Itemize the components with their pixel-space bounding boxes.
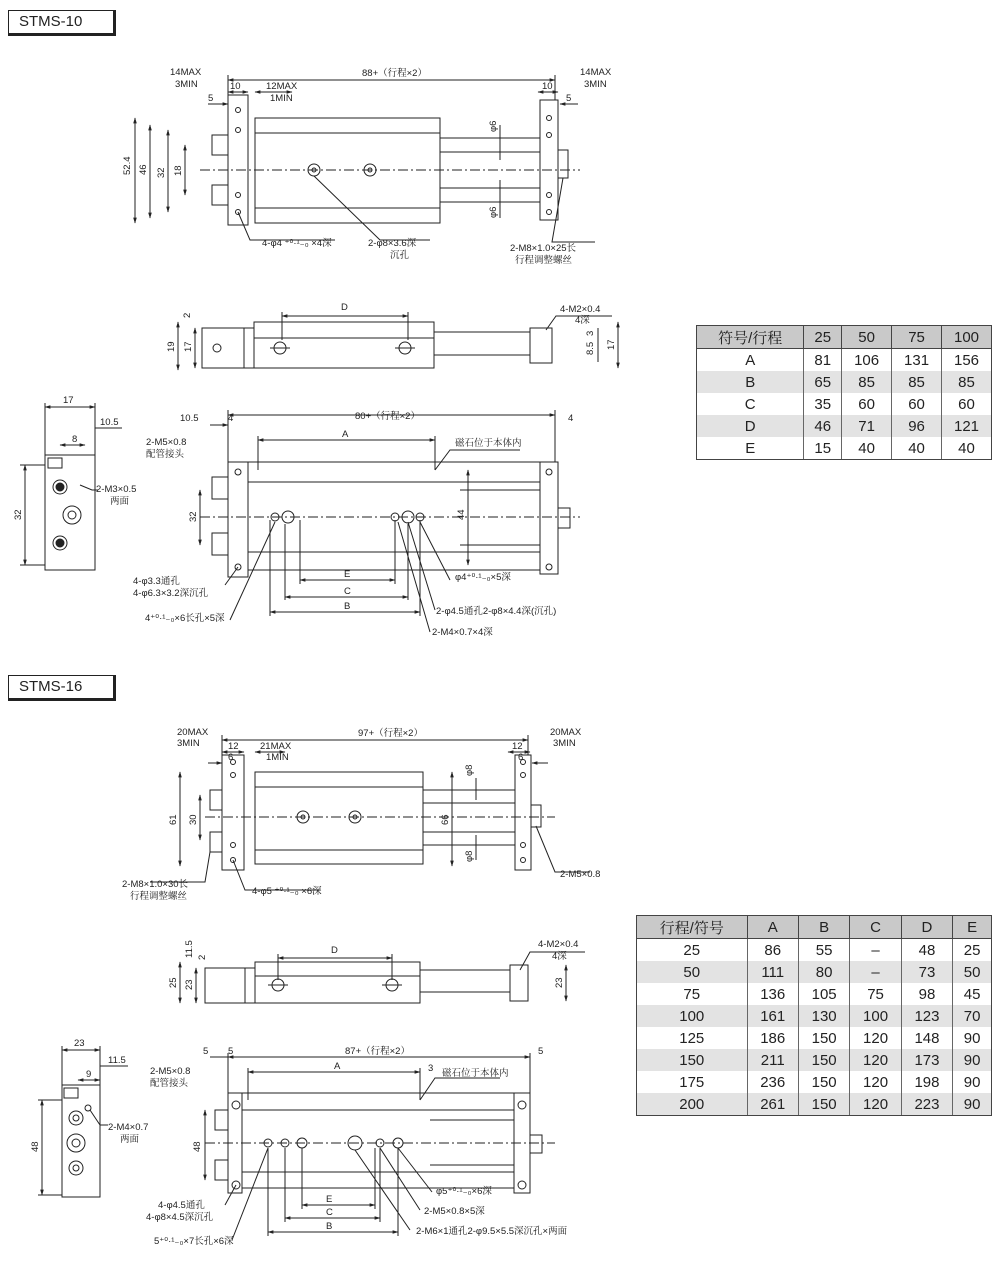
table-cell: 96 [892,415,942,437]
table-cell: 85 [892,371,942,393]
note-text: 2-M8×1.0×30长 [122,879,189,890]
dim-text: 19 [166,341,177,352]
table-header-cell: A [747,916,798,939]
table-cell: A [697,349,804,372]
dim-text: 2 [182,312,193,318]
note-text: 磁石位于本体内 [442,1068,509,1079]
table-header-cell: 符号/行程 [697,326,804,349]
note-text: 4⁺⁰·¹₋₀×6长孔×5深 [145,613,225,624]
dim-text: 87+（行程×2） [345,1046,410,1057]
table-cell: 40 [842,437,892,460]
dim-text: C [326,1207,333,1218]
dim-text: 48 [192,1141,203,1152]
table-cell: 211 [747,1049,798,1071]
table-row [637,1005,992,1027]
dim-text: 4 [568,413,574,424]
note-text: 2-M6×1通孔2-φ9.5×5.5深沉孔×两面 [416,1226,568,1237]
table-cell: 40 [892,437,942,460]
dim-text: 4 [228,413,234,424]
dim-text: 14MAX [170,67,202,78]
table-cell: 111 [747,961,798,983]
table-row [697,349,992,372]
table-cell: C [697,393,804,415]
dim-text: 3MIN [177,738,200,749]
dim-text: 6 [228,752,234,763]
table-cell: 80 [798,961,849,983]
table-cell: 90 [953,1027,992,1049]
table-cell: 75 [637,983,748,1005]
table-cell: 120 [850,1027,901,1049]
note-text: 2-φ8×3.6深 [368,238,417,249]
dim-text: 5 [566,93,572,104]
stms16-side-view [180,952,585,1003]
table-cell: 45 [953,983,992,1005]
note-text: 4深 [552,951,567,962]
dim-text: 66 [440,814,451,825]
table-row [637,1093,992,1116]
table-cell: 150 [798,1027,849,1049]
note-text: φ5⁺⁰·¹₋₀×6深 [436,1186,492,1197]
table-header-cell: 100 [942,326,992,349]
dim-text: φ6 [488,120,499,132]
table-cell: 223 [901,1093,952,1116]
table-cell: B [697,371,804,393]
table-cell: 148 [901,1027,952,1049]
note-text: 4-φ6.3×3.2深沉孔 [133,588,209,599]
dim-text: E [326,1194,333,1205]
table-cell: 60 [892,393,942,415]
dim-text: 5 [203,1046,209,1057]
note-text: 4-φ4 ⁺⁰·¹₋₀ ×4深 [262,238,332,249]
table-cell: 105 [798,983,849,1005]
table-cell: 150 [637,1049,748,1071]
table-cell: 40 [942,437,992,460]
dim-text: C [344,586,351,597]
note-text: 5⁺⁰·¹₋₀×7长孔×6深 [154,1236,234,1247]
dim-text: 61 [168,814,179,825]
note-text: 沉孔 [390,250,410,261]
table-cell: 90 [953,1049,992,1071]
table-cell: 60 [942,393,992,415]
note-text: 2-M5×0.8 [146,437,187,448]
table-header-cell: 行程/符号 [637,916,748,939]
section-title-stms10: STMS-10 [8,10,116,36]
table-row [697,393,992,415]
dim-text: B [344,601,351,612]
table-header-cell: B [798,916,849,939]
dim-text: 48 [30,1141,41,1152]
note-text: 2-M4×0.7 [108,1122,149,1133]
stms10-bottom-view [200,410,580,632]
dim-text: 18 [173,165,184,176]
table-cell: 200 [637,1093,748,1116]
note-text: 2-M3×0.5 [96,484,137,495]
dim-text: 5 [228,1046,234,1057]
note-text: 4-M2×0.4 [538,939,579,950]
dim-text: 97+（行程×2） [358,728,423,739]
dim-text: 3MIN [584,79,607,90]
table-cell: 25 [637,939,748,962]
dim-text: 23 [74,1038,85,1049]
dim-text: 46 [138,164,149,175]
table-cell: 173 [901,1049,952,1071]
dim-text: 14MAX [580,67,612,78]
dim-text: 12MAX [266,81,298,92]
dim-text: 17 [183,341,194,352]
dim-text: 5 [538,1046,544,1057]
table-cell: 85 [842,371,892,393]
stms10-side-view [178,312,618,370]
dim-text: 12 [512,741,523,752]
table-cell: 71 [842,415,892,437]
dim-text: 44 [456,509,467,520]
note-text: 两面 [110,496,130,507]
section-title-stms16: STMS-16 [8,675,116,701]
table-row [637,983,992,1005]
note-text: 4深 [575,315,590,326]
note-text: 2-M4×0.7×4深 [432,627,493,638]
dim-text: B [326,1221,333,1232]
note-text: 4-φ5 ⁺⁰·¹₋₀ ×6深 [252,886,322,897]
table-row [697,415,992,437]
table-cell: 50 [953,961,992,983]
table-cell: 120 [850,1071,901,1093]
note-text: 4-M2×0.4 [560,304,601,315]
dim-text: 9 [86,1069,92,1080]
table-cell: 186 [747,1027,798,1049]
table-cell: 85 [942,371,992,393]
table-cell: 150 [798,1049,849,1071]
dim-text: 17 [63,395,74,406]
table-row [637,939,992,962]
table-cell: E [697,437,804,460]
dim-text: 12 [228,741,239,752]
dim-text: 2 [197,954,208,960]
table-cell: 150 [798,1071,849,1093]
dim-text: 3MIN [553,738,576,749]
dim-text: 20MAX [177,727,209,738]
note-text: φ4⁺⁰·¹₋₀×5深 [455,572,511,583]
table-cell: – [850,961,901,983]
dim-text: 8 [72,434,78,445]
table-cell: 131 [892,349,942,372]
dim-text: 3 [428,1063,434,1074]
dim-text: D [341,302,348,313]
note-text: 行程调整螺丝 [130,891,188,902]
table-cell: 100 [637,1005,748,1027]
dim-text: 88+（行程×2） [362,68,427,79]
table-cell: 46 [804,415,842,437]
dim-text: 10 [542,81,553,92]
dim-text: 11.5 [108,1055,126,1066]
dim-text: 3MIN [175,79,198,90]
note-text: 4-φ3.3通孔 [133,576,180,587]
table-cell: 261 [747,1093,798,1116]
stms16-bottom-view [205,1053,555,1240]
table-cell: 130 [798,1005,849,1027]
table-cell: – [850,939,901,962]
stms16-dimension-table [636,915,992,1116]
dim-text: A [334,1061,341,1072]
note-text: 行程调整螺丝 [515,255,573,266]
table-cell: 121 [942,415,992,437]
dim-text: 30 [188,814,199,825]
dim-text: 10.5 [100,417,119,428]
table-cell: 175 [637,1071,748,1093]
dim-text: 80+（行程×2） [355,411,420,422]
table-row [637,1049,992,1071]
table-cell: 120 [850,1093,901,1116]
table-row [637,1027,992,1049]
note-text: 2-φ4.5通孔2-φ8×4.4深(沉孔) [436,606,557,617]
table-cell: 75 [850,983,901,1005]
dim-text: 10.5 [180,413,199,424]
table-row [637,1071,992,1093]
note-text: 配管接头 [146,449,185,460]
table-cell: 150 [798,1093,849,1116]
dim-text: 23 [554,977,565,988]
note-text: 磁石位于本体内 [455,438,522,449]
table-cell: 136 [747,983,798,1005]
dim-text: 20MAX [550,727,582,738]
dim-text: 21MAX [260,741,292,752]
dim-text: 11.5 [184,940,195,958]
table-cell: 35 [804,393,842,415]
stms10-dimension-table [696,325,992,460]
table-cell: 98 [901,983,952,1005]
note-text: 4-φ8×4.5深沉孔 [146,1212,214,1223]
table-cell: 25 [953,939,992,962]
table-cell: 81 [804,349,842,372]
note-text: 2-M8×1.0×25长 [510,243,577,254]
dim-text: 8.5 [585,341,596,355]
note-text: 2-M5×0.8 [150,1066,191,1077]
dim-text: φ6 [488,206,499,218]
table-cell: 161 [747,1005,798,1027]
note-text: 2-M5×0.8×5深 [424,1206,485,1217]
table-cell: 106 [842,349,892,372]
table-cell: 15 [804,437,842,460]
dim-text: 23 [184,979,195,990]
table-header-cell: C [850,916,901,939]
dim-text: A [342,429,349,440]
table-header-cell: D [901,916,952,939]
table-cell: 90 [953,1093,992,1116]
dim-text: 10 [230,81,241,92]
table-cell: 156 [942,349,992,372]
table-cell: 48 [901,939,952,962]
table-cell: D [697,415,804,437]
dim-text: 1MIN [270,93,293,104]
dim-text: 3 [585,330,596,336]
table-cell: 100 [850,1005,901,1027]
table-cell: 50 [637,961,748,983]
table-cell: 123 [901,1005,952,1027]
note-text: 4-φ4.5通孔 [158,1200,205,1211]
table-cell: 125 [637,1027,748,1049]
dim-text: 32 [188,511,199,522]
table-header-cell: 50 [842,326,892,349]
note-text: 配管接头 [150,1078,189,1089]
note-text: 2-M5×0.8 [560,869,601,880]
dim-text: 32 [13,509,24,520]
note-text: 两面 [120,1134,140,1145]
dim-text: 5 [208,93,214,104]
table-header-cell: 25 [804,326,842,349]
dim-text: 32 [156,167,167,178]
stms10-top-view [135,75,595,242]
dim-text: 52.4 [122,156,133,175]
dim-text: 6 [518,752,524,763]
table-cell: 120 [850,1049,901,1071]
table-cell: 70 [953,1005,992,1027]
dim-text: 25 [168,977,179,988]
table-cell: 65 [804,371,842,393]
table-cell: 73 [901,961,952,983]
dim-text: D [331,945,338,956]
table-row [697,371,992,393]
table-cell: 198 [901,1071,952,1093]
table-cell: 236 [747,1071,798,1093]
table-header-cell: E [953,916,992,939]
table-header-cell: 75 [892,326,942,349]
dim-text: 17 [606,339,617,350]
dim-text: φ8 [464,850,475,862]
table-row [697,437,992,460]
dim-text: 1MIN [266,752,289,763]
table-cell: 60 [842,393,892,415]
dim-text: φ8 [464,764,475,776]
table-row [637,961,992,983]
table-cell: 90 [953,1071,992,1093]
dim-text: E [344,569,351,580]
stms16-top-view [150,735,590,890]
table-cell: 86 [747,939,798,962]
table-cell: 55 [798,939,849,962]
